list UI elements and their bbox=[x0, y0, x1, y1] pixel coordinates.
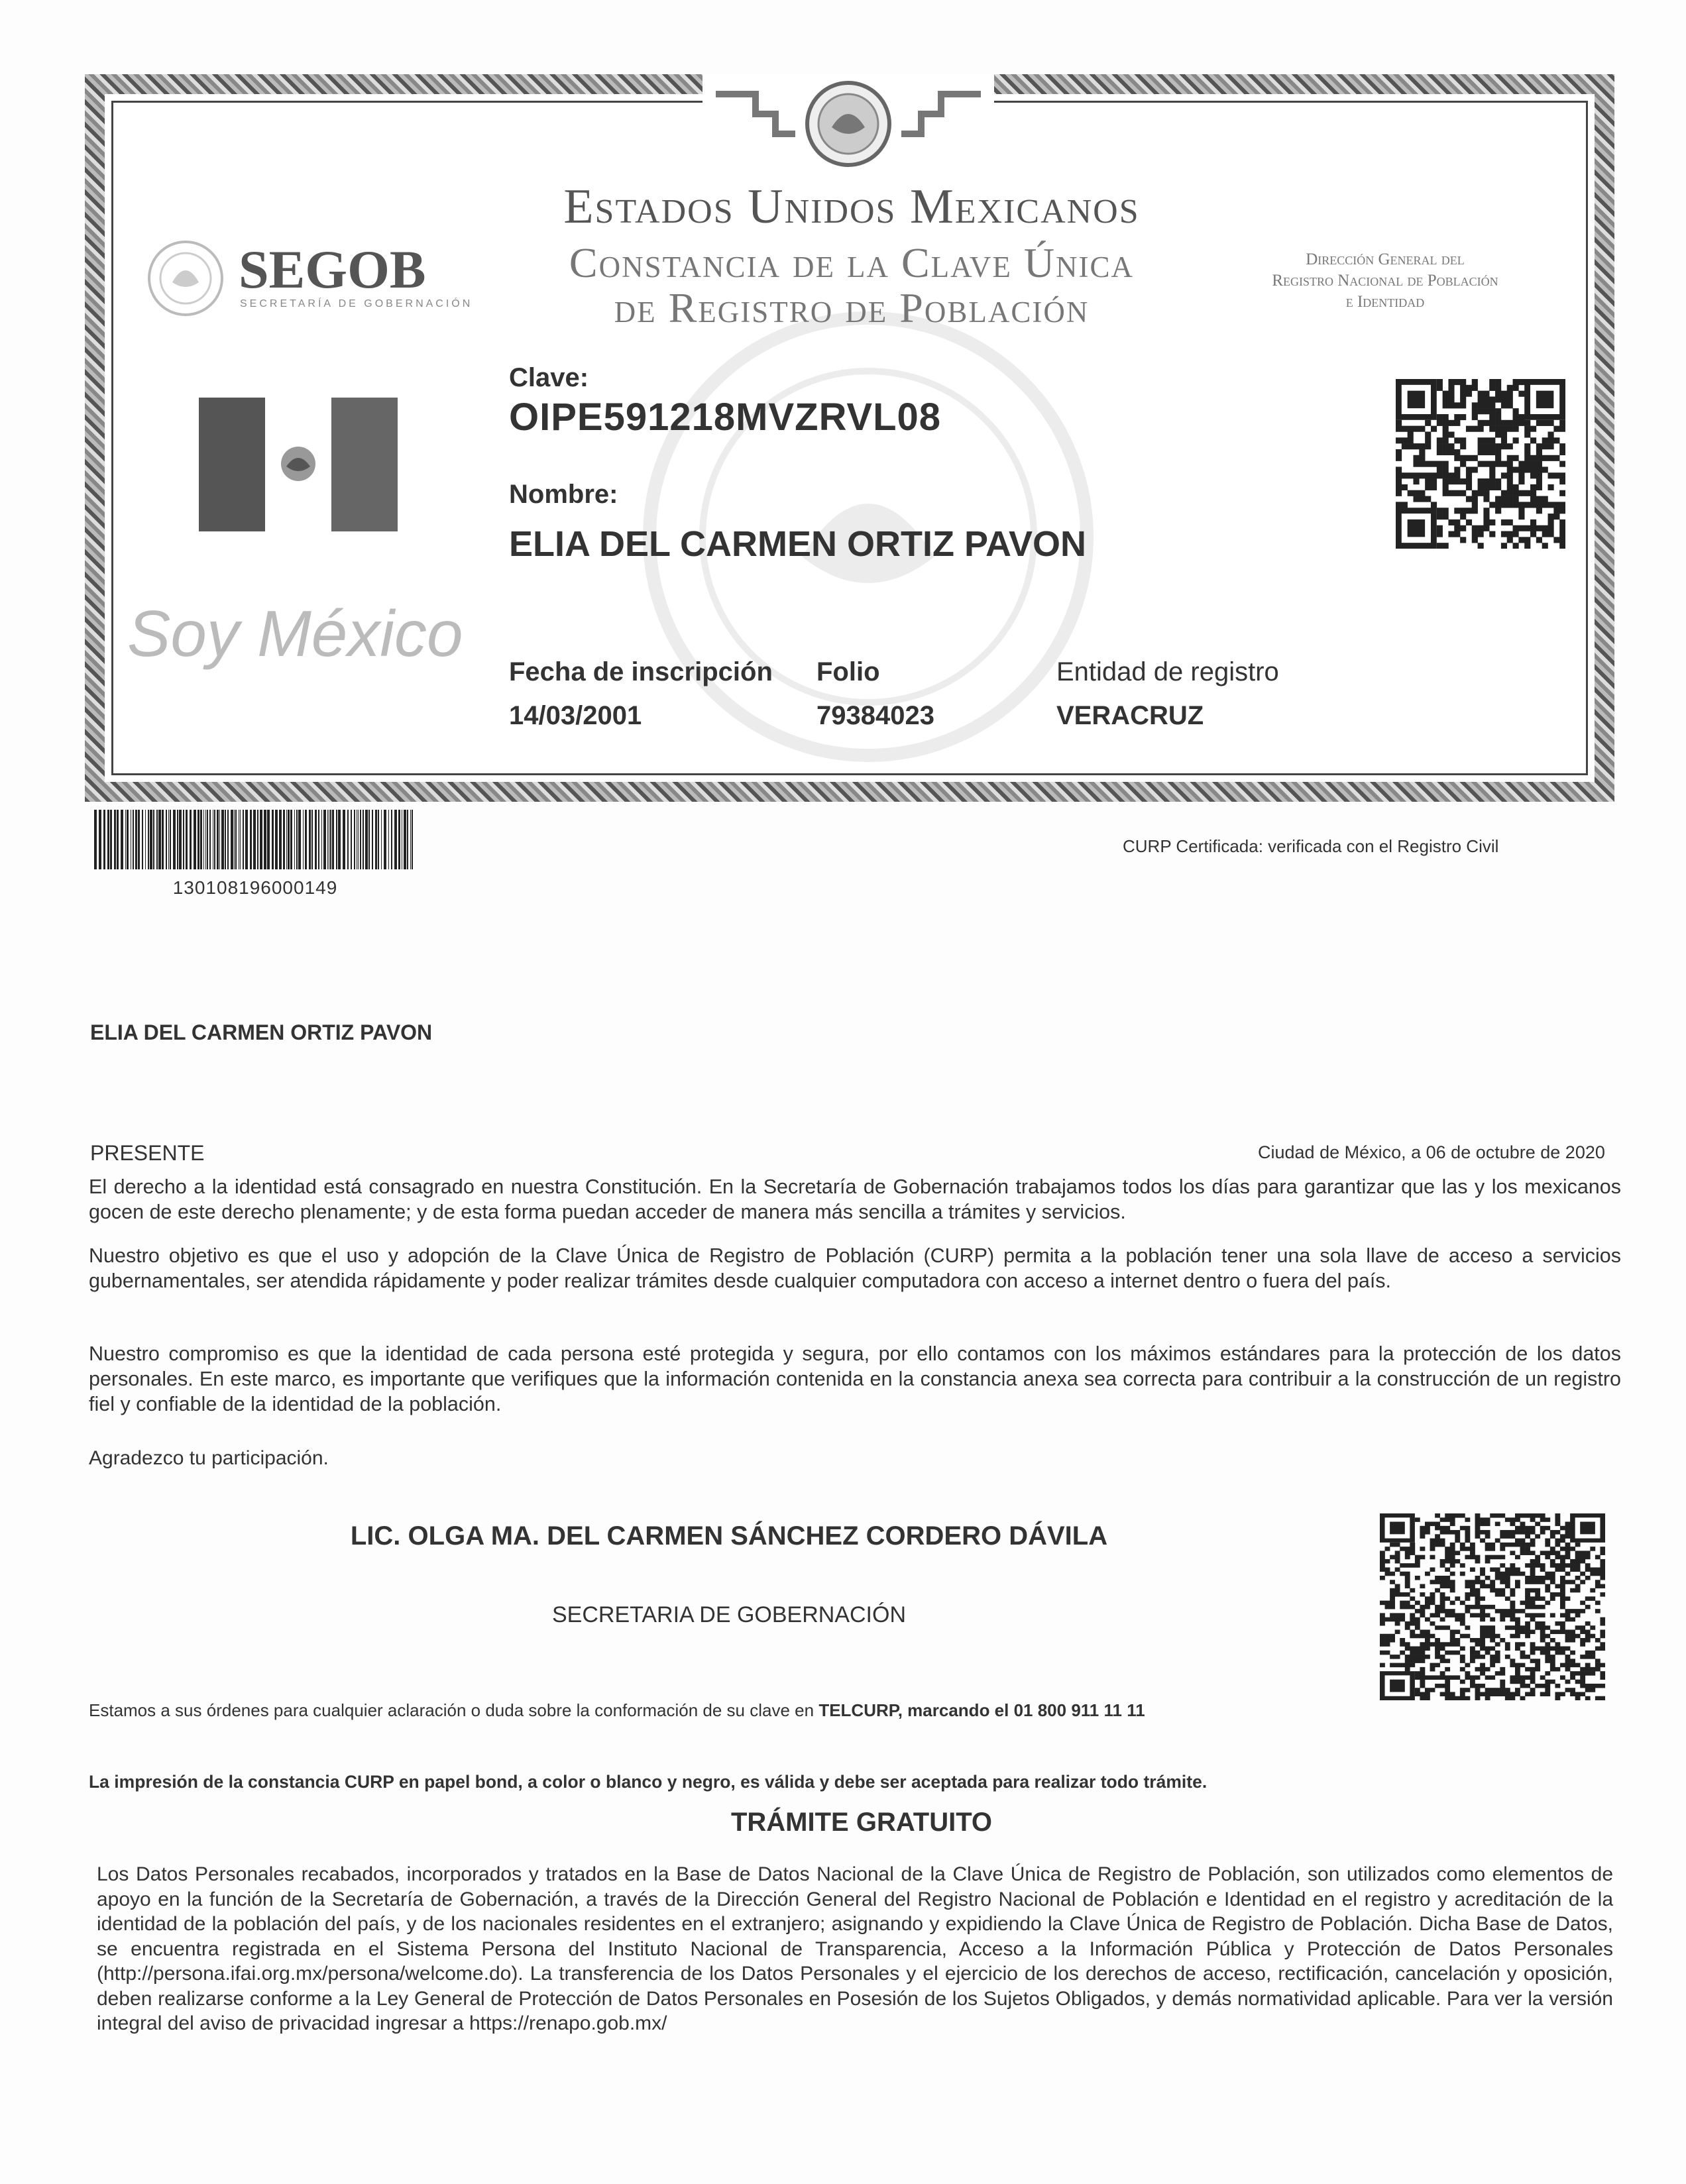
nombre-value: ELIA DEL CARMEN ORTIZ PAVON bbox=[509, 524, 1087, 564]
segob-tagline: SECRETARÍA DE GOBERNACIÓN bbox=[240, 298, 473, 309]
contact-text: Estamos a sus órdenes para cualquier aclaración o duda sobre la conformación de su clave en bbox=[89, 1700, 819, 1720]
fecha-value: 14/03/2001 bbox=[509, 701, 642, 730]
letter-paragraph-3: Nuestro compromiso es que la identidad de cada persona esté protegida y segura, por ello contamos con los máximos estándares para la protección de los datos personales. En este marco, es importante que verifiques que la información contenida en la constancia anexa sea correcta para contribuir a la construcción de un registro fiel y confiable de la identidad de la población. bbox=[89, 1342, 1621, 1415]
segob-logo-text: SEGOB bbox=[239, 239, 426, 300]
privacy-notice: Los Datos Personales recabados, incorporados y tratados en la Base de Datos Nacional de la Clave Única de Registro de Población, son utilizados como elementos de apoyo en la función de la Secretaría de Gobernación, a través de la Dirección General del Registro Nacional de Población e Identidad en el registro y acreditación de la identidad de la población del país, y de los nacionales residentes en el extranjero; asignando y expidiendo la Clave Única de Registro de Población. Dicha Base de Datos, se encuentra registrada en el Sistema Persona del Instituto Nacional de Transparencia, Acceso a la Información Pública y Protección de Datos Personales (http://persona.ifai.org.mx/persona/welcome.do). La transferencia de los Datos Personales y el ejercicio de los derechos de acceso, rectificación, cancelación y oposición, deben realizarse conforme a la Ley General de Protección de Datos Personales en Posesión de los Sujetos Obligados, y demás normatividad aplicable. Para ver la versión integral del aviso de privacidad ingresar a https://renapo.gob.mx/ bbox=[97, 1863, 1613, 2034]
national-crest-icon bbox=[702, 74, 994, 174]
qr-code-icon bbox=[1396, 379, 1565, 549]
entidad-value: VERACRUZ bbox=[1056, 701, 1204, 730]
folio-value: 79384023 bbox=[816, 701, 934, 730]
letter-closing: Agradezco tu participación. bbox=[89, 1447, 329, 1469]
free-procedure-heading: TRÁMITE GRATUITO bbox=[730, 1808, 993, 1837]
recipient-name: ELIA DEL CARMEN ORTIZ PAVON bbox=[90, 1020, 433, 1044]
document-subtitle-line1: Constancia de la Clave Única bbox=[569, 239, 1135, 286]
letter-paragraph-1: El derecho a la identidad está consagrado en nuestra Constitución. En la Secretaría de Gobernación trabajamos todos los días para garantizar que las y los mexicanos gocen de este derecho plenamente; y de esta forma puedan acceder de manera más sencilla a trámites y servicios. bbox=[89, 1175, 1621, 1223]
mexico-flag-icon bbox=[199, 398, 398, 531]
barcode-number: 130108196000149 bbox=[172, 877, 338, 898]
signer-name: LIC. OLGA MA. DEL CARMEN SÁNCHEZ CORDERO DÁVILA bbox=[350, 1521, 1108, 1551]
entidad-label: Entidad de registro bbox=[1056, 657, 1279, 686]
fecha-label: Fecha de inscripción bbox=[509, 657, 773, 686]
clave-value: OIPE591218MVZRVL08 bbox=[509, 396, 942, 439]
segob-seal-icon bbox=[146, 239, 225, 318]
clave-label: Clave: bbox=[509, 363, 589, 392]
qr-code-signature-icon bbox=[1380, 1513, 1605, 1700]
slogan: Soy México bbox=[127, 597, 463, 670]
barcode-icon bbox=[94, 810, 416, 869]
directorate-line3: e Identidad bbox=[1345, 293, 1425, 311]
document-title: Estados Unidos Mexicanos bbox=[563, 180, 1140, 234]
place-date: Ciudad de México, a 06 de octubre de 2020 bbox=[1258, 1142, 1605, 1162]
directorate-line2: Registro Nacional de Población bbox=[1272, 272, 1498, 290]
document-subtitle-line2: de Registro de Población bbox=[614, 284, 1090, 331]
contact-line bbox=[89, 1700, 1145, 1721]
directorate-line1: Dirección General del bbox=[1306, 250, 1465, 268]
nombre-label: Nombre: bbox=[509, 480, 618, 509]
folio-label: Folio bbox=[816, 657, 880, 686]
certification-note: CURP Certificada: verificada con el Registro Civil bbox=[1123, 836, 1499, 856]
letter-paragraph-2: Nuestro objetivo es que el uso y adopción de la Clave Única de Registro de Población (CURP) permita a la población tener una sola llave de acceso a servicios gubernamentales, ser atendida rápidamente y poder realizar trámites desde cualquier computadora con acceso a internet dentro o fuera del país. bbox=[89, 1244, 1621, 1292]
contact-phone: TELCURP, marcando el 01 800 911 11 11 bbox=[818, 1700, 1145, 1720]
salutation: PRESENTE bbox=[90, 1141, 205, 1165]
validity-notice: La impresión de la constancia CURP en papel bond, a color o blanco y negro, es válida y debe ser aceptada para realizar todo trámite. bbox=[89, 1772, 1208, 1792]
signer-title: SECRETARIA DE GOBERNACIÓN bbox=[551, 1602, 907, 1627]
